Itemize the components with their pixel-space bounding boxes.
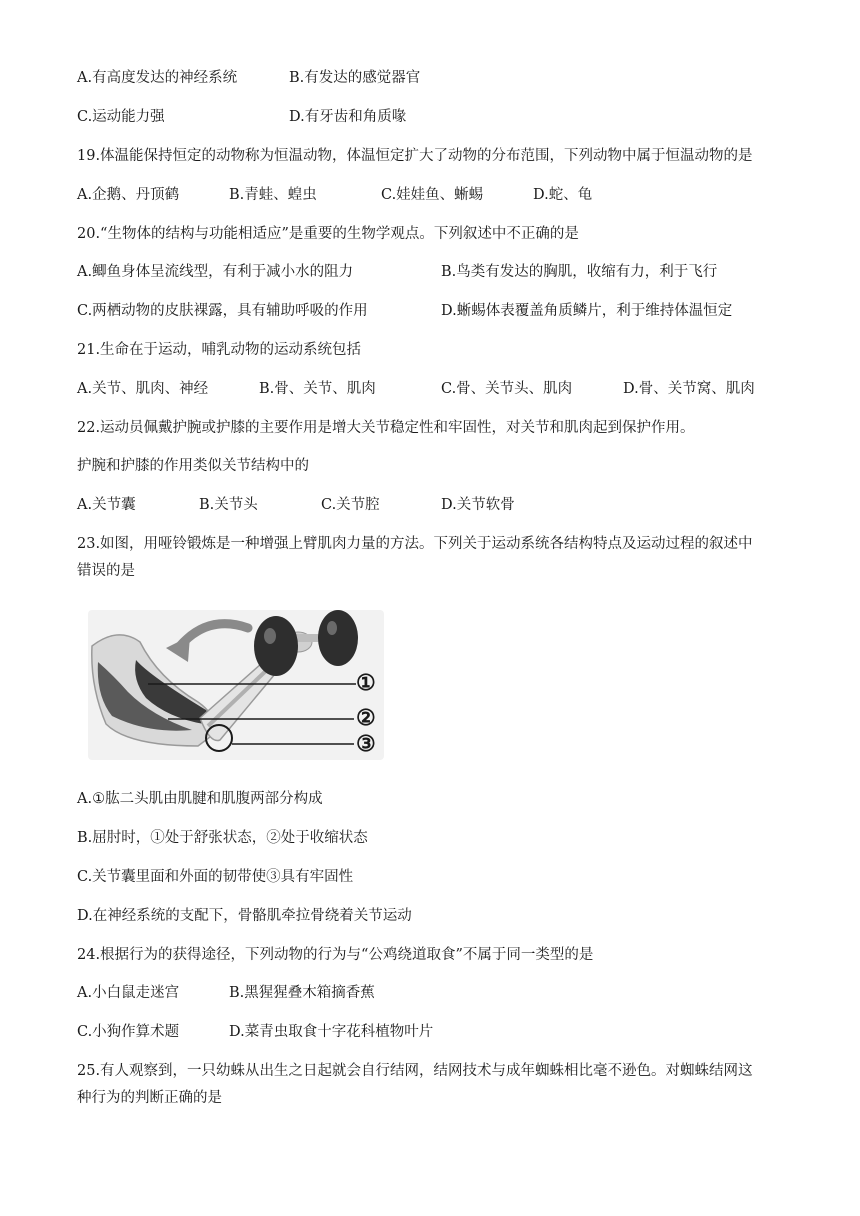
q21-option-c: C.骨、关节头、肌肉 [441, 381, 573, 397]
q19-stem: 19.体温能保持恒定的动物称为恒温动物，体温恒定扩大了动物的分布范围，下列动物中属于恒温动物的是 [77, 148, 753, 164]
q22-option-d: D.关节软骨 [441, 497, 515, 513]
q24-option-a: A.小白鼠走迷宫 [77, 985, 180, 1001]
q21-option-a: A.关节、肌肉、神经 [77, 381, 209, 397]
q18-option-b: B.有发达的感觉器官 [289, 70, 421, 86]
q22-option-a: A.关节囊 [77, 497, 136, 513]
q23-stem-line-1: 23.如图，用哑铃锻炼是一种增强上臂肌肉力量的方法。下列关于运动系统各结构特点及运动过程的叙述中 [77, 536, 753, 552]
q23-option-d: D.在神经系统的支配下，骨骼肌牵拉骨绕着关节运动 [77, 908, 412, 924]
q22-stem-line-1: 22.运动员佩戴护腕或护膝的主要作用是增大关节稳定性和牢固性，对关节和肌肉起到保护作用。 [77, 420, 695, 436]
q20-stem: 20.“生物体的结构与功能相适应”是重要的生物学观点。下列叙述中不正确的是 [77, 226, 579, 242]
q19-option-a: A.企鹅、丹顶鹤 [77, 187, 180, 203]
q24-option-b: B.黑猩猩叠木箱摘香蕉 [229, 985, 375, 1001]
q23-option-b: B.屈肘时，①处于舒张状态，②处于收缩状态 [77, 830, 368, 846]
q23-option-c: C.关节囊里面和外面的韧带使③具有牢固性 [77, 869, 354, 885]
q18-option-d: D.有牙齿和角质喙 [289, 109, 407, 125]
q21-option-d: D.骨、关节窝、肌肉 [623, 381, 755, 397]
q20-option-a: A.鲫鱼身体呈流线型，有利于减小水的阻力 [77, 264, 354, 280]
q19-option-d: D.蛇、龟 [533, 187, 593, 203]
q19-option-c: C.娃娃鱼、蜥蜴 [381, 187, 484, 203]
q20-option-d: D.蜥蜴体表覆盖角质鳞片，利于维持体温恒定 [441, 303, 733, 319]
q19-option-b: B.青蛙、蝗虫 [229, 187, 317, 203]
q25-stem-line-2: 种行为的判断正确的是 [77, 1090, 222, 1106]
q21-stem: 21.生命在于运动，哺乳动物的运动系统包括 [77, 342, 362, 358]
q25-stem-line-1: 25.有人观察到，一只幼蛛从出生之日起就会自行结网，结网技术与成年蜘蛛相比毫不逊色。对蜘蛛结网这 [77, 1063, 753, 1079]
figure-label-1: ① [356, 670, 376, 696]
q20-option-c: C.两栖动物的皮肤裸露，具有辅助呼吸的作用 [77, 303, 368, 319]
figure-label-3: ③ [356, 731, 376, 757]
q18-option-a: A.有高度发达的神经系统 [77, 70, 238, 86]
figure-label-2: ② [356, 705, 376, 731]
q24-stem: 24.根据行为的获得途径，下列动物的行为与“公鸡绕道取食”不属于同一类型的是 [77, 947, 594, 963]
q24-option-c: C.小狗作算术题 [77, 1024, 180, 1040]
arm-dumbbell-figure [88, 606, 388, 766]
q20-option-b: B.鸟类有发达的胸肌，收缩有力，利于飞行 [441, 264, 718, 280]
q22-stem-line-2: 护腕和护膝的作用类似关节结构中的 [77, 458, 309, 474]
q24-option-d: D.菜青虫取食十字花科植物叶片 [229, 1024, 434, 1040]
q18-option-c: C.运动能力强 [77, 109, 165, 125]
q22-option-c: C.关节腔 [321, 497, 380, 513]
q22-option-b: B.关节头 [199, 497, 258, 513]
q23-option-a: A.①肱二头肌由肌腱和肌腹两部分构成 [77, 791, 323, 807]
q21-option-b: B.骨、关节、肌肉 [259, 381, 376, 397]
q23-stem-line-2: 错误的是 [77, 563, 135, 579]
